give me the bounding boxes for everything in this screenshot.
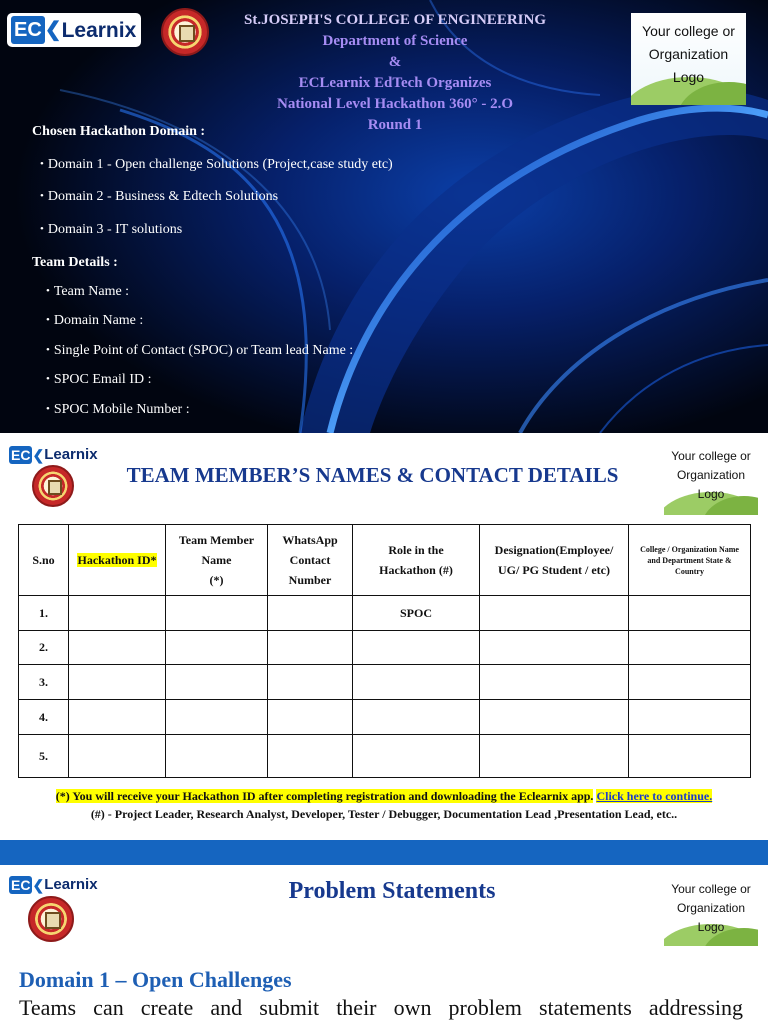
team-field: • Team Name : [46,284,130,299]
logo-arrow-icon: ❮ [32,876,45,893]
logo-arrow-icon: ❮ [44,19,62,41]
table-row [19,700,751,735]
click-here-link[interactable]: Click here to continue. [596,789,713,803]
logo-wordmark: Learnix [44,876,98,893]
roles-note: (#) - Project Leader, Research Analyst, Developer, Tester / Debugger, Documentation Lead ,Presentation Lead, etc.. [90,807,678,821]
cell-designation[interactable] [480,735,629,778]
team-members-title: TEAM MEMBER’S NAMES & CONTACT DETAILS [126,463,619,487]
organizer-line: ECLearnix EdTech Organizes [298,75,492,91]
hackathon-name: National Level Hackathon 360° - 2.O [276,96,513,112]
cell-role[interactable] [353,665,480,700]
team-field: • SPOC Mobile Number : [46,402,190,417]
org-logo-line: Logo [672,69,705,85]
ec-logo-mark: EC [11,446,31,463]
problem-statements-title: Problem Statements [288,878,496,904]
org-logo-line: Logo [697,920,725,934]
cell-member-name[interactable] [166,665,268,700]
header-sno: S.no [19,525,69,596]
hackathon-id-note [0,789,768,804]
cell-sno: 3. [19,665,69,700]
bullet-icon: • [46,285,50,297]
header-designation: Designation(Employee/ UG/ PG Student / etc) [480,525,629,596]
header-role: Role in the Hackathon (#) [353,525,480,596]
slide-problem-statements [0,865,768,1024]
bullet-icon: • [46,314,50,326]
bullet-icon: • [46,344,50,356]
cell-designation[interactable] [480,631,629,665]
slide-hackathon-registration [0,0,768,433]
hackathon-id-note-text: (*) You will receive your Hackathon ID after completing registration and downloading the Eclearnix app. [55,789,594,803]
cell-hackathon-id[interactable] [69,596,166,631]
domain-option: • Domain 2 - Business & Edtech Solutions [40,189,279,204]
cell-whatsapp[interactable] [268,735,353,778]
cell-whatsapp[interactable] [268,700,353,735]
eclearnix-logo [7,13,141,47]
college-seal-icon [32,465,74,507]
cell-sno: 4. [19,700,69,735]
cell-college[interactable] [629,596,751,631]
bullet-icon: • [40,190,44,202]
college-seal-icon [28,896,74,942]
org-logo-line: Your college or [671,449,751,463]
college-name: St.JOSEPH'S COLLEGE OF ENGINEERING [243,12,546,28]
domain-1-heading: Domain 1 – Open Challenges [19,967,292,992]
logo-wordmark: Learnix [61,18,137,42]
team-details-heading: Team Details : [32,255,118,270]
table-row [19,631,751,665]
cell-sno: 1. [19,596,69,631]
table-row [19,665,751,700]
bullet-icon: • [46,373,50,385]
table-header-row [19,525,751,596]
org-logo-line: Organization [648,46,729,62]
org-logo-line: Your college or [671,882,751,896]
team-field: • Domain Name : [46,313,144,328]
cell-hackathon-id[interactable] [69,631,166,665]
eclearnix-logo [9,874,98,895]
domain-option: • Domain 3 - IT solutions [40,222,183,237]
cell-sno: 2. [19,631,69,665]
department-name: Department of Science [322,33,468,49]
cell-college[interactable] [629,735,751,778]
cell-member-name[interactable] [166,631,268,665]
header-member-name: Team Member Name (*) [166,525,268,596]
bullet-icon: • [46,403,50,415]
cell-college[interactable] [629,631,751,665]
ampersand: & [388,54,402,70]
org-logo-line: Organization [676,901,746,915]
cell-role[interactable] [353,631,480,665]
cell-college[interactable] [629,700,751,735]
header-whatsapp: WhatsApp Contact Number [268,525,353,596]
cell-member-name[interactable] [166,596,268,631]
organization-logo-placeholder [631,13,746,105]
cell-hackathon-id[interactable] [69,735,166,778]
chosen-domain-heading: Chosen Hackathon Domain : [32,124,206,139]
table-row [19,596,751,631]
organization-logo-placeholder [664,439,758,515]
round-label: Round 1 [367,117,423,133]
organization-logo-placeholder [664,872,758,946]
header-hackathon-id: Hackathon ID* [69,525,166,596]
cell-whatsapp[interactable] [268,631,353,665]
bullet-icon: • [40,223,44,235]
cell-hackathon-id[interactable] [69,665,166,700]
logo-arrow-icon: ❮ [32,446,45,463]
cell-member-name[interactable] [166,735,268,778]
team-field: • SPOC Email ID : [46,372,152,387]
table-row [19,735,751,778]
logo-wordmark: Learnix [44,446,98,463]
cell-sno: 5. [19,735,69,778]
event-header [200,10,590,136]
cell-designation[interactable] [480,596,629,631]
domain-1-description: Teams can create and submit their own problem statements addressing [19,995,743,1020]
org-logo-line: Your college or [642,23,735,39]
header-college: College / Organization Name and Department State & Country [629,525,751,596]
team-field: • Single Point of Contact (SPOC) or Team lead Name : [46,343,354,358]
org-logo-line: Organization [676,468,746,482]
cell-hackathon-id[interactable] [69,700,166,735]
cell-role[interactable] [353,735,480,778]
ec-logo-mark: EC [11,16,45,44]
domain-option: • Domain 1 - Open challenge Solutions (Project,case study etc) [40,157,393,172]
cell-designation[interactable] [480,665,629,700]
bullet-icon: • [40,158,44,170]
cell-whatsapp[interactable] [268,665,353,700]
ec-logo-mark: EC [11,876,31,893]
org-logo-line: Logo [697,487,725,501]
cell-member-name[interactable] [166,700,268,735]
eclearnix-logo [9,444,98,465]
cell-college[interactable] [629,665,751,700]
cell-role[interactable] [353,700,480,735]
team-member-table [18,524,751,778]
slide-team-members [0,433,768,840]
slide-separator [0,840,768,865]
cell-designation[interactable] [480,700,629,735]
cell-role[interactable]: SPOC [353,596,480,631]
cell-whatsapp[interactable] [268,596,353,631]
